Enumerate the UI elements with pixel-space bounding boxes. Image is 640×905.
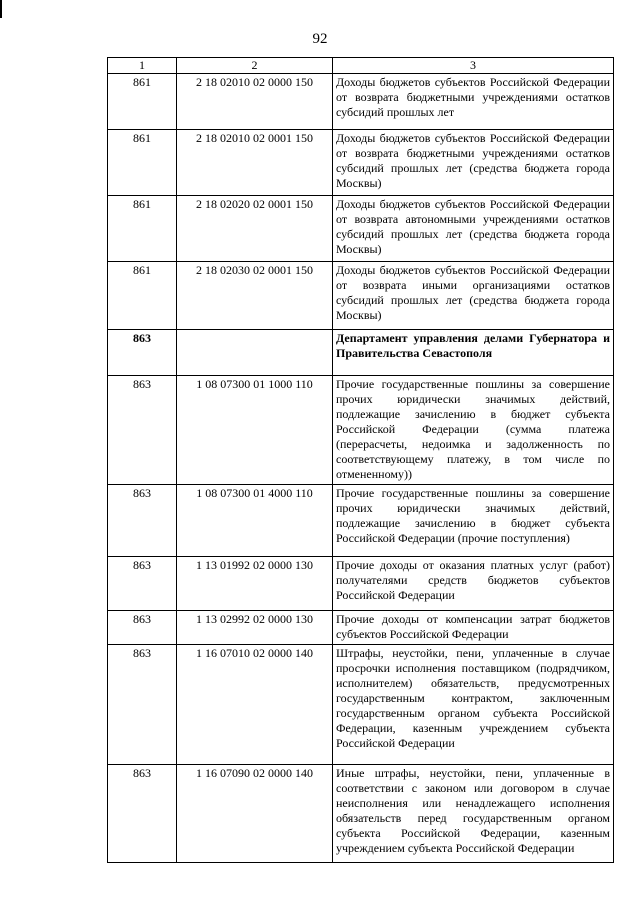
description-cell: Департамент управления делами Губернатора и Правительства Севастополя xyxy=(333,330,614,376)
agency-code-cell: 861 xyxy=(108,262,177,330)
agency-code-cell: 861 xyxy=(108,74,177,130)
column-header-1: 1 xyxy=(108,58,177,74)
budget-code-cell: 1 08 07300 01 1000 110 xyxy=(177,376,333,485)
agency-code-cell: 863 xyxy=(108,485,177,557)
description-cell: Прочие доходы от компенсации затрат бюджетов субъектов Российской Федерации xyxy=(333,611,614,645)
table-row xyxy=(108,330,614,376)
agency-code-cell: 863 xyxy=(108,645,177,765)
column-header-3: 3 xyxy=(333,58,614,74)
table-row xyxy=(108,74,614,130)
table-header-row xyxy=(108,58,614,74)
agency-code-cell: 863 xyxy=(108,376,177,485)
budget-code-cell: 2 18 02030 02 0001 150 xyxy=(177,262,333,330)
budget-code-cell xyxy=(177,330,333,376)
budget-code-cell: 1 16 07010 02 0000 140 xyxy=(177,645,333,765)
budget-code-cell: 1 16 07090 02 0000 140 xyxy=(177,765,333,863)
column-header-2: 2 xyxy=(177,58,333,74)
table-row xyxy=(108,765,614,863)
description-cell: Прочие государственные пошлины за совершение прочих юридически значимых действий, подлежащие зачислению в бюджет субъекта Российской Федерации (сумма платежа (перерасчеты, недоимка и задолженность по соответствующему платежу, в том числе по отмененному)) xyxy=(333,376,614,485)
agency-code-cell: 863 xyxy=(108,765,177,863)
table-row xyxy=(108,557,614,611)
budget-code-cell: 2 18 02010 02 0001 150 xyxy=(177,130,333,196)
budget-code-cell: 2 18 02010 02 0000 150 xyxy=(177,74,333,130)
scan-edge-mark xyxy=(0,0,2,18)
table-row xyxy=(108,485,614,557)
budget-code-cell: 1 08 07300 01 4000 110 xyxy=(177,485,333,557)
income-codes-table xyxy=(107,57,614,863)
page-number: 92 xyxy=(312,31,328,47)
description-cell: Прочие доходы от оказания платных услуг (работ) получателями средств бюджетов субъектов Российской Федерации xyxy=(333,557,614,611)
description-cell: Доходы бюджетов субъектов Российской Федерации от возврата бюджетными учреждениями остатков субсидий прошлых лет xyxy=(333,74,614,130)
table-row xyxy=(108,262,614,330)
budget-code-cell: 2 18 02020 02 0001 150 xyxy=(177,196,333,262)
description-cell: Доходы бюджетов субъектов Российской Федерации от возврата автономными учреждениями остатков субсидий прошлых лет (средства бюджета города Москвы) xyxy=(333,196,614,262)
agency-code-cell: 861 xyxy=(108,130,177,196)
table-row xyxy=(108,645,614,765)
budget-code-cell: 1 13 02992 02 0000 130 xyxy=(177,611,333,645)
table-row xyxy=(108,611,614,645)
table-row xyxy=(108,196,614,262)
agency-code-cell: 861 xyxy=(108,196,177,262)
agency-code-cell: 863 xyxy=(108,611,177,645)
budget-code-cell: 1 13 01992 02 0000 130 xyxy=(177,557,333,611)
table-row xyxy=(108,130,614,196)
description-cell: Штрафы, неустойки, пени, уплаченные в случае просрочки исполнения поставщиком (подрядчиком, исполнителем) обязательств, предусмотренных государственным контрактом, заключенным государственным органом субъекта Российской Федерации, казенным учреждением субъекта Российской Федерации xyxy=(333,645,614,765)
table-row xyxy=(108,376,614,485)
description-cell: Доходы бюджетов субъектов Российской Федерации от возврата иными организациями остатков субсидий прошлых лет (средства бюджета города Москвы) xyxy=(333,262,614,330)
description-cell: Доходы бюджетов субъектов Российской Федерации от возврата бюджетными учреждениями остатков субсидий прошлых лет (средства бюджета города Москвы) xyxy=(333,130,614,196)
agency-code-cell: 863 xyxy=(108,557,177,611)
agency-code-cell: 863 xyxy=(108,330,177,376)
description-cell: Прочие государственные пошлины за совершение прочих юридически значимых действий, подлежащие зачислению в бюджет субъекта Российской Федерации (прочие поступления) xyxy=(333,485,614,557)
description-cell: Иные штрафы, неустойки, пени, уплаченные в соответствии с законом или договором в случае неисполнения или ненадлежащего исполнения обязательств перед государственным органом субъекта Российской Федерации, казенным учреждением субъекта Российской Федерации xyxy=(333,765,614,863)
